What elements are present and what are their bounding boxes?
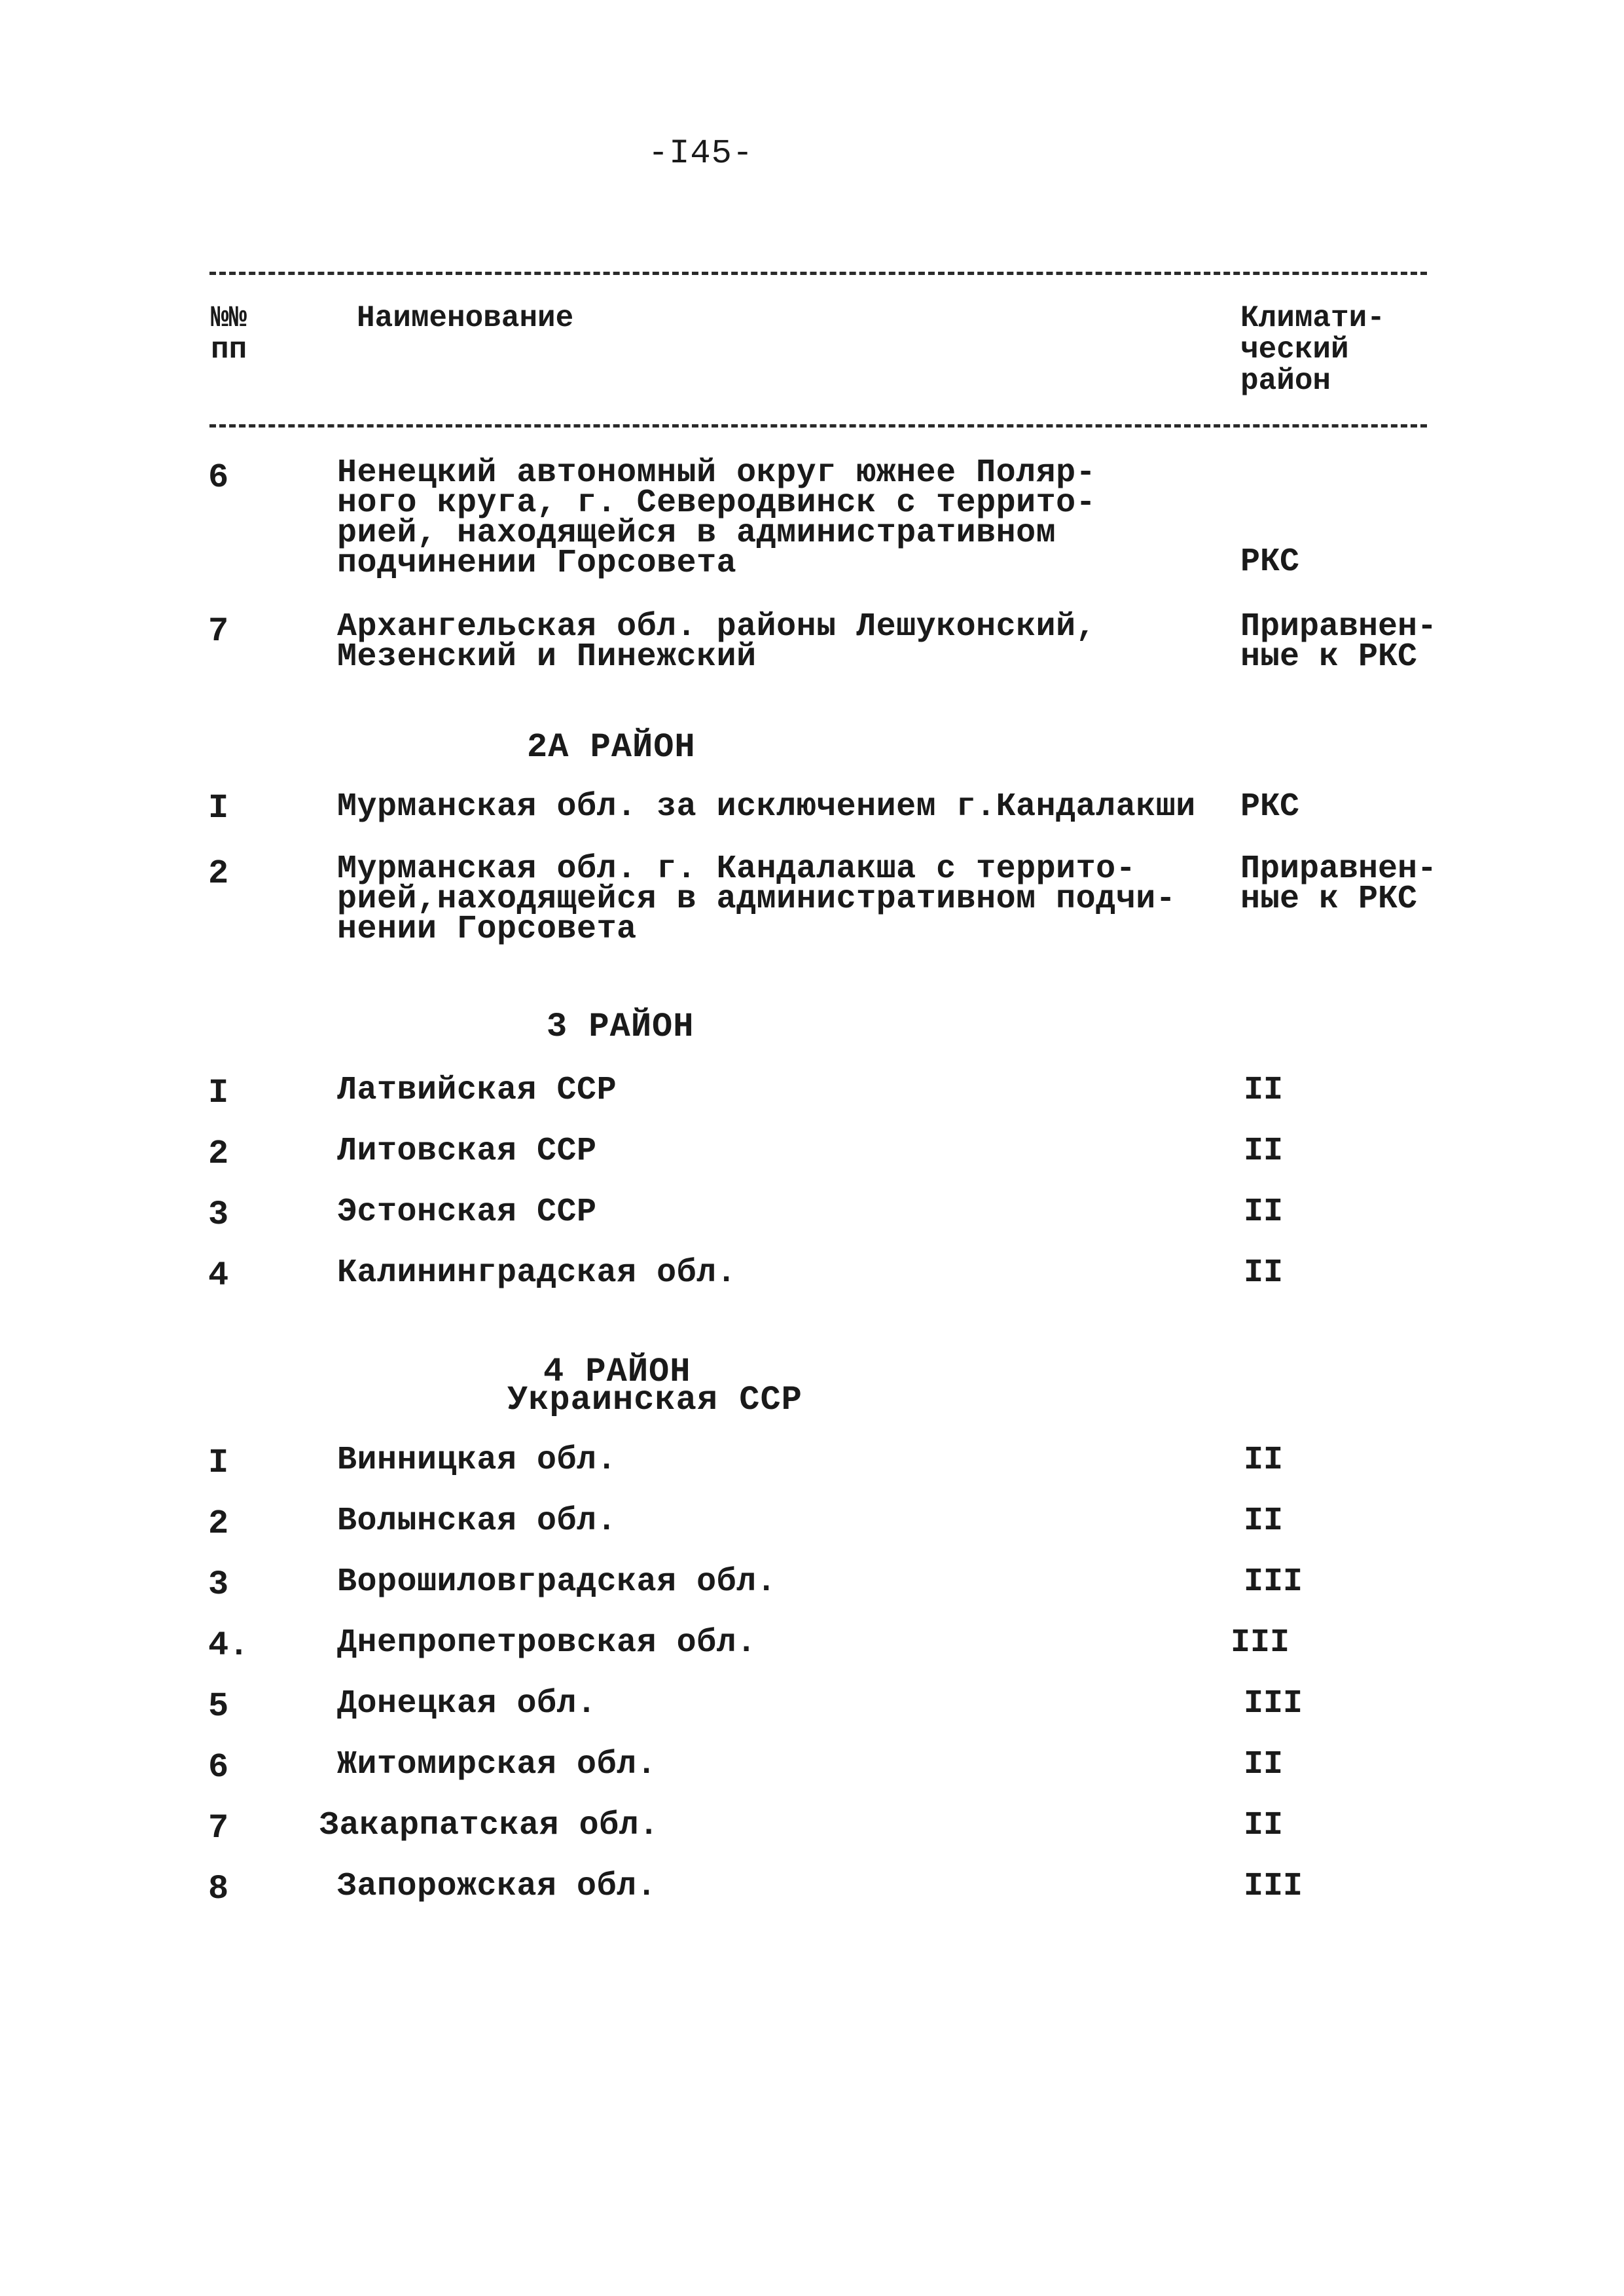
row-number: 6	[208, 458, 229, 497]
header-top-rule	[209, 272, 1427, 275]
row-climate: Приравнен- ные к РКС	[1240, 850, 1437, 918]
row-climate: II	[1244, 1442, 1284, 1479]
page-number: -I45-	[648, 134, 754, 173]
row-climate: II	[1244, 1503, 1284, 1540]
row-climate: III	[1244, 1685, 1303, 1722]
row-number: I	[208, 1074, 229, 1112]
row-climate: II	[1244, 1254, 1284, 1292]
row-number: I	[208, 789, 229, 828]
row-number: 5	[208, 1687, 229, 1726]
section-title: 2А РАЙОН	[527, 728, 696, 767]
row-name: Днепропетровская обл.	[337, 1624, 757, 1662]
row-climate: РКС	[1240, 788, 1300, 826]
row-number: 7	[208, 612, 229, 651]
row-name: Архангельская обл. районы Лешуконский, Мезенский и Пинежский	[337, 608, 1096, 676]
row-number: 3	[208, 1565, 229, 1604]
row-name: Мурманская обл. за исключением г.Кандалакши	[337, 788, 1196, 826]
row-name: Винницкая обл.	[337, 1442, 617, 1479]
header-bottom-rule	[209, 424, 1427, 428]
row-climate: Приравнен- ные к РКС	[1240, 608, 1437, 676]
row-name: Закарпатская обл.	[319, 1807, 659, 1844]
row-name: Житомирская обл.	[337, 1746, 657, 1783]
row-name: Мурманская обл. г. Кандалакша с террито- рией,находящейся в административном подчи- нении Горсовета	[337, 850, 1176, 948]
row-name: Ненецкий автономный округ южнее Поляр- ного круга, г. Северодвинск с террито- рией, находящейся в административном подчинении Горсовета	[337, 454, 1096, 582]
row-number: 8	[208, 1870, 229, 1908]
section-subtitle: Украинская ССР	[507, 1381, 803, 1419]
row-number: I	[208, 1444, 229, 1482]
column-header-number: №№ пп	[211, 301, 247, 367]
row-number: 2	[208, 1504, 229, 1543]
row-number: 6	[208, 1748, 229, 1787]
column-header-climate: Климати- ческий район	[1240, 301, 1385, 398]
row-climate: II	[1244, 1072, 1284, 1109]
row-number: 7	[208, 1809, 229, 1848]
row-name: Волынская обл.	[337, 1503, 617, 1540]
row-name: Ворошиловградская обл.	[337, 1563, 777, 1601]
row-number: 4	[208, 1256, 229, 1295]
section-title: 3 РАЙОН	[547, 1008, 695, 1046]
section-title: 4 РАЙОН	[543, 1353, 691, 1391]
row-name: Калининградская обл.	[337, 1254, 737, 1292]
row-climate: III	[1244, 1868, 1303, 1905]
column-header-name: Наименование	[357, 301, 574, 335]
row-climate: РКС	[1240, 543, 1300, 581]
row-climate: II	[1244, 1807, 1284, 1844]
row-climate: II	[1244, 1194, 1284, 1231]
row-number: 2	[208, 854, 229, 893]
row-number: 3	[208, 1195, 229, 1234]
row-number: 4.	[208, 1626, 249, 1665]
row-climate: II	[1244, 1746, 1284, 1783]
row-name: Эстонская ССР	[337, 1194, 597, 1231]
row-number: 2	[208, 1135, 229, 1173]
row-climate: III	[1231, 1624, 1290, 1662]
row-name: Литовская ССР	[337, 1133, 597, 1170]
row-climate: III	[1244, 1563, 1303, 1601]
row-climate: II	[1244, 1133, 1284, 1170]
row-name: Запорожская обл.	[337, 1868, 657, 1905]
row-name: Латвийская ССР	[337, 1072, 617, 1109]
row-name: Донецкая обл.	[337, 1685, 597, 1722]
